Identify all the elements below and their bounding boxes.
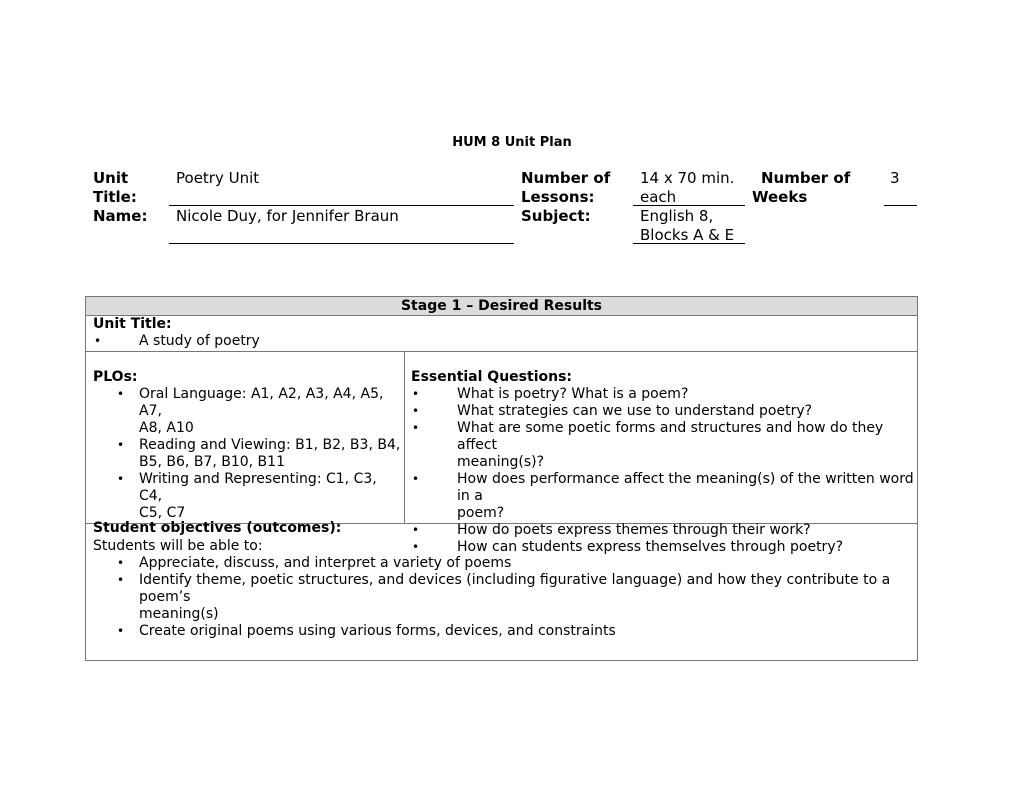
unit-title-label-line-1: Unit bbox=[93, 169, 129, 187]
objective-item bbox=[86, 572, 914, 623]
stage1-table bbox=[85, 296, 918, 661]
num-lessons-label-line-2: Lessons: bbox=[521, 188, 595, 206]
num-weeks-value: 3 bbox=[890, 169, 900, 187]
num-lessons-label-line-1: Number of bbox=[521, 169, 611, 187]
num-lessons-value bbox=[640, 169, 734, 207]
essential-question-item-text: meaning(s)? bbox=[457, 454, 545, 470]
essential-questions-label: Essential Questions: bbox=[411, 369, 573, 385]
unit-title-cell-label: Unit Title: bbox=[93, 316, 172, 332]
bullet-icon: • bbox=[117, 624, 125, 638]
num-lessons-label bbox=[521, 169, 610, 207]
num-weeks-underline bbox=[884, 205, 917, 206]
subject-value-line-1: English 8, bbox=[640, 207, 714, 225]
objective-item bbox=[86, 555, 914, 572]
objective-item-text: meaning(s) bbox=[139, 606, 219, 622]
plo-item-text: A8, A10 bbox=[139, 420, 194, 436]
plo-item-text: B5, B6, B7, B10, B11 bbox=[139, 454, 285, 470]
plo-item-text: C5, C7 bbox=[139, 505, 186, 521]
essential-question-item-text: What are some poetic forms and structures and how do they affect bbox=[457, 420, 884, 453]
bullet-icon: • bbox=[117, 573, 125, 587]
subject-underline bbox=[633, 243, 745, 244]
unit-title-underline bbox=[169, 205, 514, 206]
num-weeks-label-line-2: Weeks bbox=[752, 188, 808, 206]
bullet-icon: • bbox=[412, 421, 420, 435]
stage1-header: Stage 1 – Desired Results bbox=[86, 297, 917, 316]
plos-label: PLOs: bbox=[93, 369, 138, 385]
essential-question-item bbox=[404, 471, 914, 522]
bullet-icon: • bbox=[412, 387, 420, 401]
unit-title-item bbox=[86, 333, 906, 350]
bullet-icon: • bbox=[94, 334, 102, 348]
essential-question-item-text: How do poets express themes through their work? bbox=[457, 522, 811, 538]
unit-title-label bbox=[93, 169, 137, 207]
essential-question-item-text: poem? bbox=[457, 505, 505, 521]
objective-item-text: Create original poems using various forms, devices, and constraints bbox=[139, 623, 616, 639]
essential-question-item bbox=[404, 420, 914, 471]
num-weeks-label bbox=[752, 169, 850, 207]
bullet-icon: • bbox=[117, 387, 125, 401]
essential-question-item-text: What strategies can we use to understand poetry? bbox=[457, 403, 813, 419]
num-lessons-value-line-2: each bbox=[640, 188, 677, 206]
subject-value-line-2: Blocks A & E bbox=[640, 226, 735, 244]
objective-item-text: Appreciate, discuss, and interpret a variety of poems bbox=[139, 555, 512, 571]
plo-item-text: Oral Language: A1, A2, A3, A4, A5, A7, bbox=[139, 386, 384, 419]
subject-value bbox=[640, 207, 734, 245]
bullet-icon: • bbox=[117, 556, 125, 570]
document-title: HUM 8 Unit Plan bbox=[452, 135, 572, 150]
plo-item bbox=[86, 437, 404, 471]
unit-title-value: Poetry Unit bbox=[176, 169, 260, 187]
num-weeks-label-line-1: Number of bbox=[761, 169, 851, 187]
objective-item bbox=[86, 623, 914, 640]
plos-list bbox=[86, 386, 404, 522]
objectives-row bbox=[86, 520, 917, 660]
essential-question-item-text: How can students express themselves through poetry? bbox=[457, 539, 844, 555]
essential-question-item-text: What is poetry? What is a poem? bbox=[457, 386, 689, 402]
unit-title-label-line-2: Title: bbox=[93, 188, 137, 206]
objectives-intro: Students will be able to: bbox=[93, 538, 263, 554]
unit-title-list bbox=[86, 333, 906, 350]
objectives-label: Student objectives (outcomes): bbox=[93, 520, 342, 536]
bullet-icon: • bbox=[412, 472, 420, 486]
name-value: Nicole Duy, for Jennifer Braun bbox=[176, 207, 399, 225]
plo-item bbox=[86, 386, 404, 437]
bullet-icon: • bbox=[412, 523, 420, 537]
objective-item-text: Identify theme, poetic structures, and devices (including figurative language) and how they contribute to a poem’s bbox=[139, 572, 891, 605]
unit-title-row bbox=[86, 315, 917, 352]
plo-item-text: Reading and Viewing: B1, B2, B3, B4, bbox=[139, 437, 401, 453]
unit-title-item-text: A study of poetry bbox=[139, 333, 260, 349]
num-lessons-underline bbox=[633, 205, 745, 206]
bullet-icon: • bbox=[412, 540, 420, 554]
essential-question-item bbox=[404, 386, 914, 403]
name-underline bbox=[169, 243, 514, 244]
num-lessons-value-line-1: 14 x 70 min. bbox=[640, 169, 735, 187]
plo-item bbox=[86, 471, 404, 522]
bullet-icon: • bbox=[117, 438, 125, 452]
bullet-icon: • bbox=[117, 472, 125, 486]
essential-question-item bbox=[404, 403, 914, 420]
name-label: Name: bbox=[93, 207, 148, 225]
subject-label: Subject: bbox=[521, 207, 591, 225]
plo-item-text: Writing and Representing: C1, C3, C4, bbox=[139, 471, 377, 504]
objectives-list bbox=[86, 555, 914, 640]
essential-question-item-text: How does performance affect the meaning(s) of the written word in a bbox=[457, 471, 914, 504]
bullet-icon: • bbox=[412, 404, 420, 418]
